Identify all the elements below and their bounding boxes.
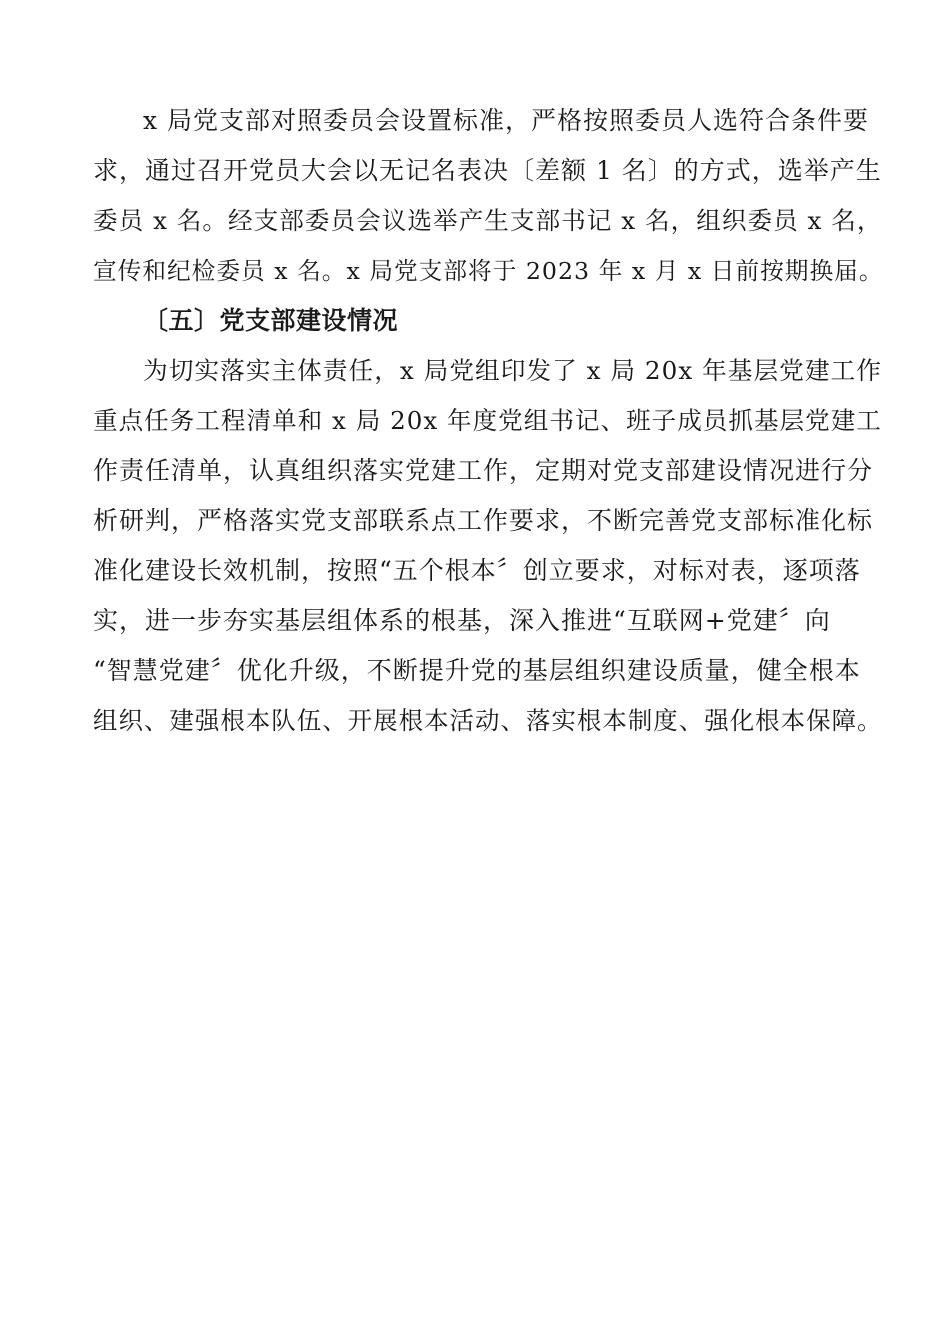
paragraph-2-line-4: 析研判，严格落实党支部联系点工作要求，不断完善党支部标准化标 bbox=[93, 506, 874, 535]
paragraph-2-line-2: 重点任务工程清单和 x 局 20x 年度党组书记、班子成员抓基层党建工 bbox=[93, 406, 882, 435]
paragraph-2-line-1: 为切实落实主体责任，x 局党组印发了 x 局 20x 年基层党建工作 bbox=[143, 356, 882, 385]
paragraph-2-line-5: 准化建设长效机制，按照“五个根本〞创立要求，对标对表，逐项落 bbox=[93, 556, 861, 585]
paragraph-1-line-1: x 局党支部对照委员会设置标准，严格按照委员人选符合条件要 bbox=[143, 106, 870, 135]
paragraph-1-line-4: 宣传和纪检委员 x 名。x 局党支部将于 2023 年 x 月 x 日前按期换届。 bbox=[93, 257, 884, 285]
paragraph-2-line-8: 组织、建强根本队伍、开展根本活动、落实根本制度、强化根本保障。 bbox=[93, 706, 883, 735]
paragraph-1-line-3: 委员 x 名。经支部委员会议选举产生支部书记 x 名，组织委员 x 名， bbox=[93, 206, 883, 235]
paragraph-2-line-3: 作责任清单，认真组织落实党建工作，定期对党支部建设情况进行分 bbox=[93, 456, 874, 485]
paragraph-2-line-7: “智慧党建〞优化升级，不断提升党的基层组织建设质量，健全根本 bbox=[93, 656, 861, 685]
section-heading: 〔五〕党支部建设情况 bbox=[143, 306, 399, 335]
paragraph-1-line-2: 求，通过召开党员大会以无记名表决〔差额 1 名〕的方式，选举产生 bbox=[93, 156, 882, 185]
paragraph-2-line-6: 实，进一步夯实基层组体系的根基，深入推进“互联网+党建〞向 bbox=[93, 606, 831, 635]
